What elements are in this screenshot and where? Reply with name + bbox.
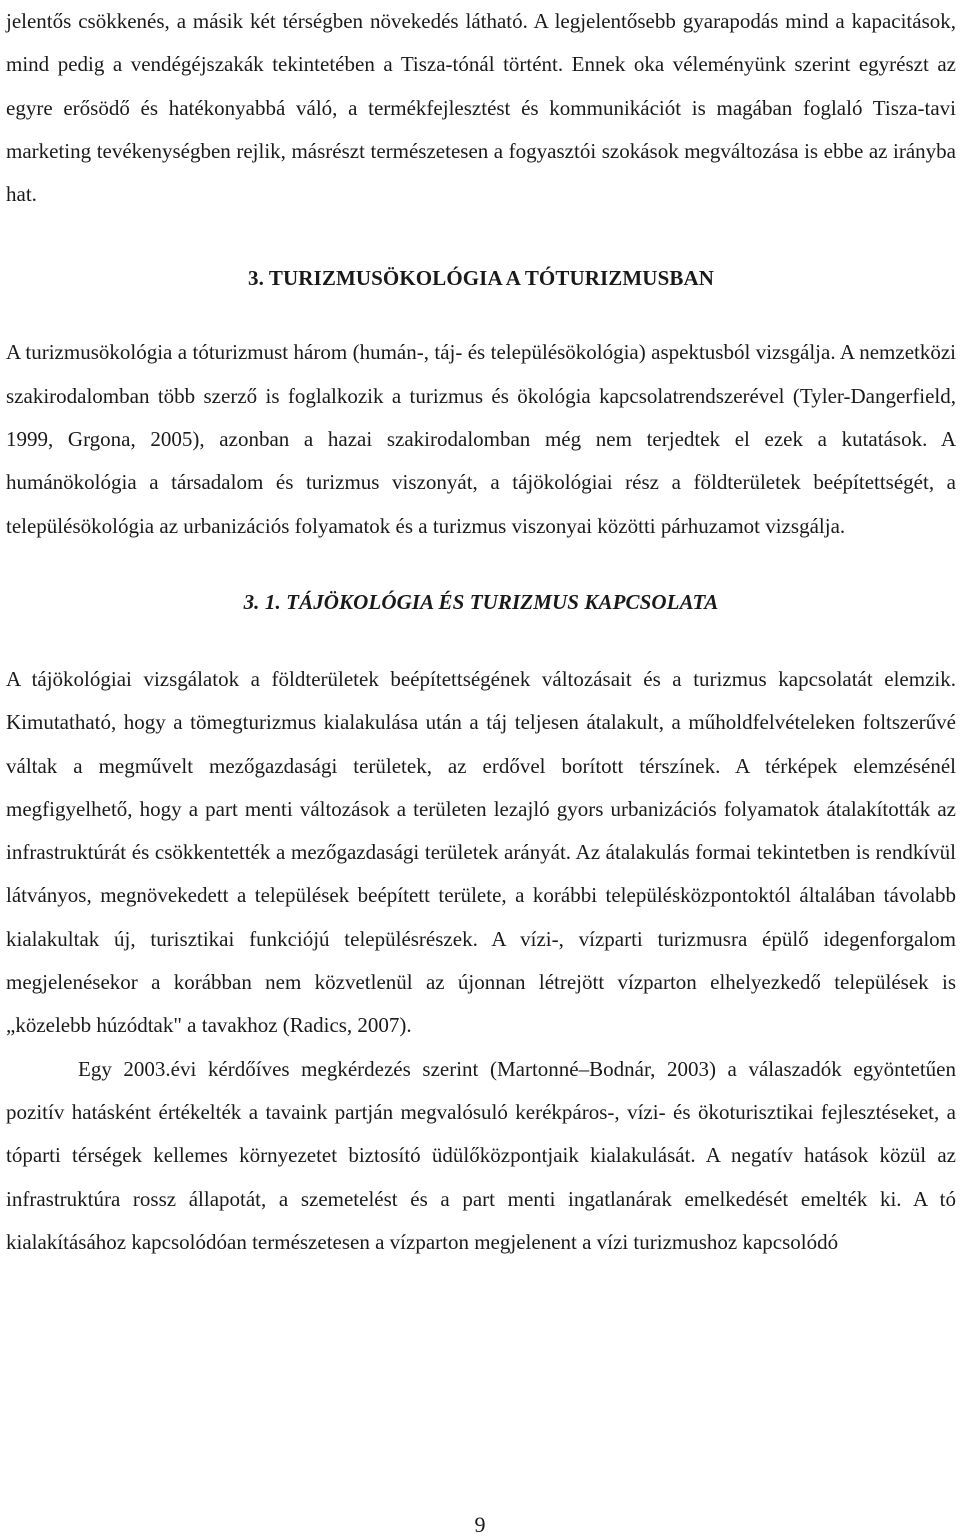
section-heading-3: 3. TURIZMUSÖKOLÓGIA A TÓTURIZMUSBAN (248, 266, 714, 291)
paragraph-intro: jelentős csökkenés, a másik két térségben növekedés látható. A legjelentősebb gyarapodás mind a kapacitások, mind pedig a vendégéjszakák tekintetében a Tisza-tónál történt. Ennek oka véleményünk szerint egyrészt az egyre erősödő és hatékonyabbá váló, a termékfejlesztést és kommunikációt is magában foglaló Tisza-tavi marketing tevékenységben rejlik, másrészt természetesen a fogyasztói szokások megváltozása is ebbe az irányba hat. (6, 9, 956, 207)
page-content (6, 0, 956, 1264)
paragraph-tajokologia: A tájökológiai vizsgálatok a földterületek beépítettségének változásait és a turizmus kapcsolatát elemzik. Kimutatható, hogy a tömegturizmus kialakulása után a táj teljesen átalakult, a műholdfelvételeken foltszerűvé váltak a megművelt mezőgazdasági területek, az erdővel borított térszínek. A térképek elemzésénél megfigyelhető, hogy a part menti változások a területen lezajló gyors urbanizációs folyamatok átalakították az infrastruktúrát és csökkentették a mezőgazdasági területek arányát. Az átalakulás formai tekintetben is rendkívül látványos, megnövekedett a települések beépített területe, a korábbi településközpontoktól általában távolabb kialakultak új, turisztikai funkciójú településrészek. A vízi-, vízparti turizmusra épülő idegenforgalom megjelenésekor a korábban nem közvetlenül az újonnan létrejött vízparton elhelyezkedő települések is „közelebb húzódtak" a tavakhoz (Radics, 2007). (6, 666, 956, 1038)
paragraph-survey: Egy 2003.évi kérdőíves megkérdezés szerint (Martonné–Bodnár, 2003) a válaszadók egyöntetűen pozitív hatásként értékelték a tavaink partján megvalósuló kerékpáros-, vízi- és ökoturisztikai fejlesztéseket, a tóparti térségek kellemes környezetet biztosító üdülőközpontjaik kialakulását. A negatív hatások közül az infrastruktúra rossz állapotát, a szemetelést és a part menti ingatlanárak emelkedését emelték ki. A tó kialakításához kapcsolódóan természetesen a vízparton megjelenent a vízi turizmushoz kapcsolódó (6, 1056, 956, 1254)
page-number: 9 (474, 1512, 486, 1537)
paragraph-turizmusokologia: A turizmusökológia a tóturizmust három (humán-, táj- és településökológia) aspektusból vizsgálja. A nemzetközi szakirodalomban több szerző is foglalkozik a turizmus és ökológia kapcsolatrendszerével (Tyler-Dangerfield, 1999, Grgona, 2005), azonban a hazai szakirodalomban még nem terjedtek el ezek a kutatások. A humánökológia a társadalom és turizmus viszonyát, a tájökológiai rész a földterületek beépítettségét, a településökológia az urbanizációs folyamatok és a turizmus viszonyai közötti párhuzamot vizsgálja. (6, 340, 956, 538)
subsection-heading-3-1: 3. 1. TÁJÖKOLÓGIA ÉS TURIZMUS KAPCSOLATA (243, 589, 719, 614)
